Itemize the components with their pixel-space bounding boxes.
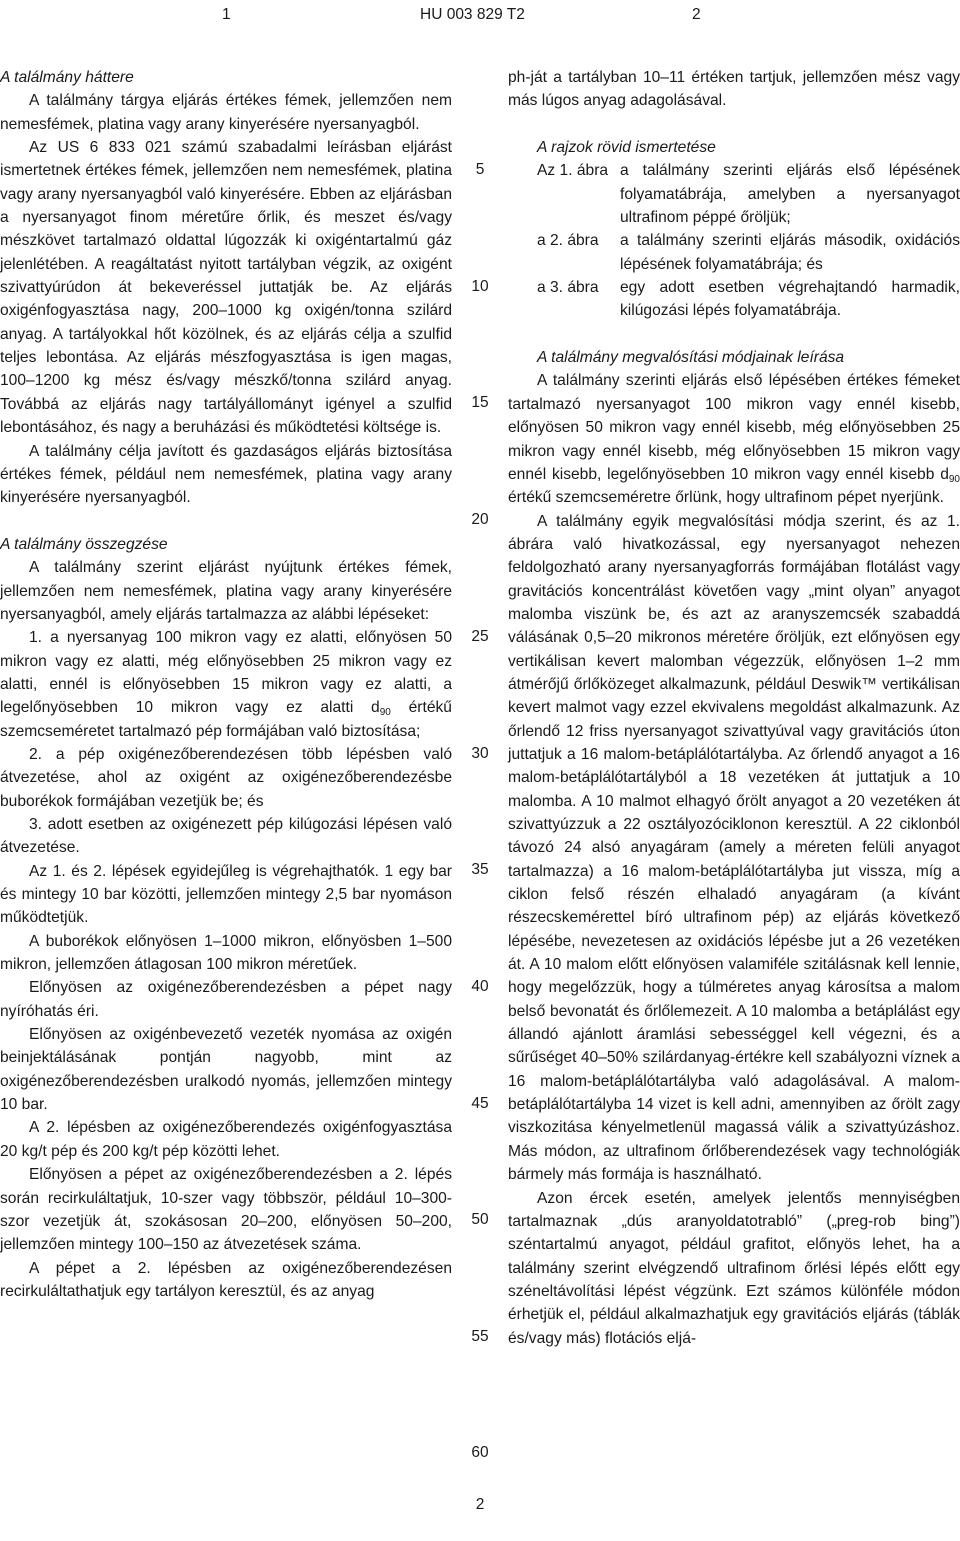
paragraph: Azon ércek esetén, amelyek jelentős mennyiségben tartalmaznak „dús aranyoldatotrabló” („preg-rob bing”) széntartalmú anyagot, például grafitot, előnyös lehet, ha a találmány szerint elvégzendő ultrafinom őrlési lépés előtt egy széneltávolítási lépést végzünk. Ezt számos különféle módon érhetjük el, például alkalmazhatjuk egy gravitációs eljárás (táblák és/vagy más) flotációs eljá- — [508, 1189, 960, 1347]
paragraph: A buborékok előnyösen 1–1000 mikron, előnyösben 1–500 mikron, jellemzően átlagosan 100 mikron méretűek. — [0, 932, 452, 974]
figure-description: a találmány szerinti eljárás második, oxidációs lépésének folyamatábrája; és — [620, 232, 960, 273]
paragraph-text: A találmány szerinti eljárás első lépésében értékes fémeket tartalmazó nyersanyagot 100 mikron vagy ennél kisebb, előnyösen 50 mikron vagy ennél kisebb, még előnyösebben 25 mikron vagy ennél kisebb, még előnyösebben 15 mikron vagy ennél kisebb, legelőnyösebben 10 mikron vagy ennél kisebb d — [508, 372, 960, 483]
header-left-page-number: 1 — [222, 6, 231, 23]
line-number: 20 — [471, 511, 489, 528]
paragraph: A találmány tárgya eljárás értékes fémek, jellemzően nem nemesfémek, platina vagy arany kinyerésére nyersanyagból. — [0, 92, 452, 133]
heading-summary: A találmány összegzése — [0, 535, 168, 553]
figure-label: a 3. ábra — [537, 279, 599, 297]
paragraph: Az US 6 833 021 számú szabadalmi leírásban eljárást ismertetnek értékes fémek, jellemzően nem nemesfémek, platina vagy arany nyersanyagból való kinyerésére. Ebben az eljárásban a nyersanyagot finom méretűre őrlik, és meszet és/vagy mészkövet tartalmazó oldattal lúgozzák ki oxigéntartalmú gáz jelenlétében. A reagáltatást nyitott tartályban végzik, az oxigént szivattyúrúdon át bekeveréssel juttatják be. Az eljárás oxigénfogyasztása nagy, 200–1000 kg oxigén/tonna szilárd anyag. A tartályokkal hőt közölnek, és az eljárás célja a szulfid teljes lebontása. Az eljárás mészfogyasztása is igen magas, 100–1200 kg mész és/vagy mészkő/tonna szilárd anyag. Továbbá az eljárás nagy tartályállományt igényel a szulfid lebontásához, és nagy a beruházási és működtetési költsége is. — [0, 139, 452, 437]
paragraph: Előnyösen a pépet az oxigénezőberendezésben a 2. lépés során recirkuláltatjuk, 10-szer vagy többször, például 10–300-szor vezetjük át, szokásosan 20–200, előnyösen 50–200, jellemzően mintegy 100–150 az átvezetések száma. — [0, 1166, 452, 1254]
line-number: 50 — [471, 1211, 489, 1228]
figure-label: a 2. ábra — [537, 232, 599, 250]
paragraph: A 2. lépésben az oxigénezőberendezés oxigénfogyasztása 20 kg/t pép és 200 kg/t pép közötti lehet. — [0, 1119, 452, 1160]
line-number: 5 — [475, 161, 485, 178]
heading-embodiments: A találmány megvalósítási módjainak leírása — [537, 349, 845, 367]
header-doc-number: HU 003 829 T2 — [420, 6, 525, 23]
header-right-page-number: 2 — [692, 6, 701, 23]
line-number: 35 — [471, 861, 489, 878]
line-number: 25 — [471, 628, 489, 645]
paragraph: A találmány célja javított és gazdaságos eljárás biztosítása értékes fémek, például nem nemesfémek, platina vagy arany kinyerésére nyersanyagból. — [0, 442, 452, 507]
step-3: 3. adott esetben az oxigénezett pép kilúgozási lépésen való átvezetése. — [0, 816, 452, 857]
figure-item-2 — [508, 229, 960, 276]
left-column — [0, 66, 452, 1303]
paragraph-text-end: értékű szemcseméretre őrlünk, hogy ultrafinom pépet nyerjünk. — [508, 489, 944, 507]
line-number: 40 — [471, 978, 489, 995]
figure-label: Az 1. ábra — [537, 162, 609, 180]
figure-description: a találmány szerinti eljárás első lépésének folyamatábrája, amelyben a nyersanyagot ultrafinom péppé őröljük; — [620, 162, 960, 227]
paragraph: A találmány szerint eljárást nyújtunk értékes fémek, jellemzően nem nemesfémek, platina vagy arany kinyerésére nyersanyagból, amely eljárás tartalmazza az alábbi lépéseket: — [0, 559, 452, 623]
line-number: 15 — [471, 394, 489, 411]
paragraph — [508, 369, 960, 509]
heading-drawings: A rajzok rövid ismertetése — [537, 139, 716, 157]
heading-background: A találmány háttere — [0, 69, 134, 86]
right-column — [508, 66, 960, 1350]
step-1-text-end: értékű szemcseméretet tartalmazó pép formájában való biztosítása; — [0, 699, 452, 740]
footer-page-number: 2 — [475, 1496, 485, 1513]
line-number: 55 — [471, 1328, 489, 1345]
step-1-text: 1. a nyersanyag 100 mikron vagy ez alatti, előnyösen 50 mikron vagy ez alatti, még előnyösebben 25 mikron vagy ez alatti, ennél is előnyösebben 15 mikron vagy ez alatti, a legelőnyösebben 10 mikron vagy ez alatti d — [0, 629, 452, 717]
step-1 — [0, 626, 452, 743]
line-number: 10 — [471, 278, 489, 295]
figure-item-3 — [508, 276, 960, 323]
line-number: 45 — [471, 1095, 489, 1112]
subscript: 90 — [379, 707, 391, 719]
figure-description: egy adott esetben végrehajtandó harmadik, kilúgozási lépés folyamatábrája. — [620, 279, 960, 320]
paragraph: Az 1. és 2. lépések egyidejűleg is végrehajthatók. 1 egy bar és mintegy 10 bar közötti, jellemzően mintegy 2,5 bar nyomáson működtetjük. — [0, 862, 452, 927]
figure-item-1 — [508, 159, 960, 229]
paragraph: A találmány egyik megvalósítási módja szerint, és az 1. ábrára való hivatkozással, egy nyersanyagot nehezen feldolgozható arany nyersanyagforrás formájában flotálást vagy gravitációs koncentrálást követően vagy „mint olyan” anyagot malomba viszünk be, és azt az aranyszemcsék szabaddá válásának 0,5–20 mikronos méretére őröljük, ezt előnyösen egy vertikálisan kevert malomban végezzük, előnyösen 1–2 mm átmérőjű őrlőközeget alkalmazunk, például Deswik™ vertikálisan kevert malmot vagy ezzel ekvivalens megoldást alkalmazunk. Az őrlendő 12 friss nyersanyagot szivattyúval vagy gravitációs úton juttatjuk a 16 malom-betáplálótartályba. Az őrlendő anyagot a 16 malom-betáplálótartályból a 18 vezetéken át juttatjuk a 10 malomba. A 10 malmot elhagyó őrölt anyagot a 20 vezetéken át szivattyúzzuk a 22 osztályozóciklonon keresztül. A 22 ciklonból távozó 24 alsó anyagáram (amely a méreten felüli anyagot tartalmazza) a 16 malom-betáplálótartályba jut vissza, míg a ciklon felső részén elhaladó anyagáram (a kívánt részecskemérettel bíró ultrafinom pép) az eljárás következő lépésébe, nevezetesen az oxidációs lépésbe jut a 26 vezetéken át. A 10 malom előtt előnyösen valamiféle szitálásnak kell lennie, hogy megelőzzük, hogy a túlméretes anyag károsítsa a malom belső bevonatát és őrlőlemezeit. A 10 malomba a betáplálást egy állandó ajánlott áramlási sebességgel kell végezni, és a sűrűséget 40–50% szilárdanyag-értékre kell szabályozni víznek a 16 malom-betáplálótartályba való adagolásával. A malom-betáplálótartályba 14 vizet is kell adni, amennyiben az őrölt zagy viszkozitása kényelmetlenül magassá válik a szivattyúzáshoz. Más módon, az ultrafinom őrlőberendezések vagy technológiák bármely más formája is használható. — [508, 512, 960, 1184]
paragraph: A pépet a 2. lépésben az oxigénezőberendezésen recirkuláltathatjuk egy tartályon keresztül, és az anyag — [0, 1259, 452, 1300]
paragraph: ph-ját a tartályban 10–11 értéken tartjuk, jellemzően mész vagy más lúgos anyag adagolásával. — [508, 69, 960, 110]
paragraph: Előnyösen az oxigénezőberendezésben a pépet nagy nyíróhatás éri. — [0, 979, 452, 1020]
subscript: 90 — [948, 473, 960, 485]
line-number: 60 — [471, 1444, 489, 1461]
step-2: 2. a pép oxigénezőberendezésen több lépésben való átvezetése, ahol az oxigént az oxigénezőberendezésbe buborékok formájában vezetjük be; és — [0, 745, 452, 810]
paragraph: Előnyösen az oxigénbevezető vezeték nyomása az oxigén beinjektálásának pontján nagyobb, mint az oxigénezőberendezésben uralkodó nyomás, jellemzően mintegy 10 bar. — [0, 1026, 452, 1114]
line-number: 30 — [471, 745, 489, 762]
